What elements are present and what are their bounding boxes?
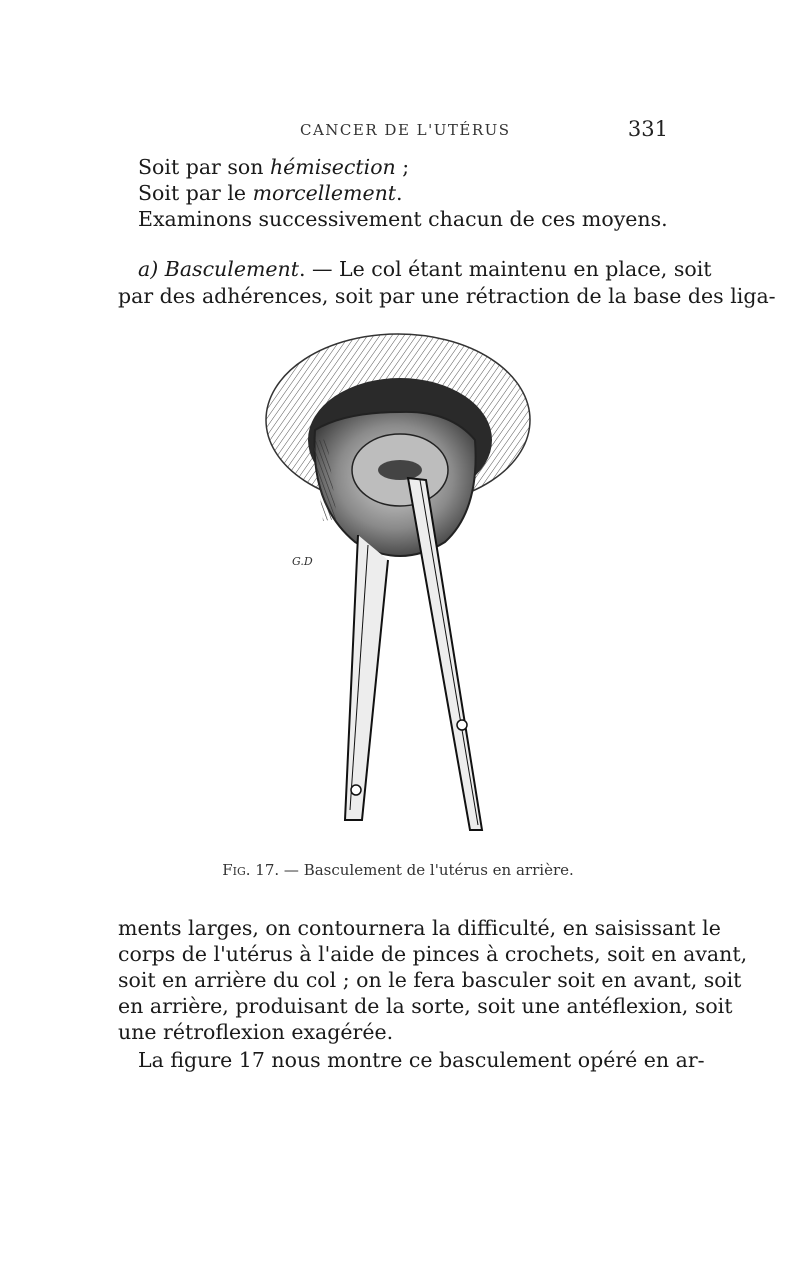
caption-text: — Basculement de l'utérus en arrière.	[279, 861, 574, 879]
forceps-left-screw	[351, 785, 361, 795]
paragraph-line: soit en arrière du col ; on le fera basculer soit en avant, soit	[118, 968, 742, 992]
section-marker: a)	[138, 257, 159, 281]
page-number: 331	[627, 117, 668, 141]
paragraph-line: en arrière, produisant de la sorte, soit une antéflexion, soit	[118, 994, 733, 1018]
paragraph-line: corps de l'utérus à l'aide de pinces à crochets, soit en avant,	[118, 942, 748, 966]
list-line-hemisection	[138, 154, 698, 180]
paragraph-line: une rétroflexion exagérée.	[118, 1020, 394, 1044]
paragraph-line: par des adhérences, soit par une rétraction de la base des liga-	[118, 284, 776, 308]
forceps-right-screw	[457, 720, 467, 730]
italic-term: hémisection	[269, 155, 396, 179]
figure-caption	[118, 861, 678, 879]
artist-signature: G.D	[292, 555, 313, 568]
cervical-os	[378, 460, 422, 480]
text-run: Soit par son	[138, 155, 270, 179]
text-run: Soit par le	[138, 181, 253, 205]
forceps-left	[345, 535, 388, 820]
figure-illustration	[250, 320, 550, 855]
text-run: . — Le col étant maintenu en place, soit	[298, 257, 712, 281]
figure-label: Fig. 17.	[222, 861, 280, 879]
section-heading: Basculement	[164, 257, 299, 281]
running-title: CANCER DE L'UTÉRUS	[300, 121, 511, 139]
text-run: .	[396, 181, 403, 205]
running-head	[118, 117, 678, 149]
italic-term: morcellement	[252, 181, 397, 205]
shading-left	[320, 440, 330, 520]
list-line-morcellement	[138, 180, 698, 206]
paragraph-line: La figure 17 nous montre ce basculement opéré en ar-	[138, 1048, 705, 1072]
list-line-examinons: Examinons successivement chacun de ces moyens.	[138, 207, 668, 231]
paragraph-line: ments larges, on contournera la difficulté, en saisissant le	[118, 916, 721, 940]
text-run: ;	[395, 155, 410, 179]
paragraph-line	[138, 256, 712, 282]
